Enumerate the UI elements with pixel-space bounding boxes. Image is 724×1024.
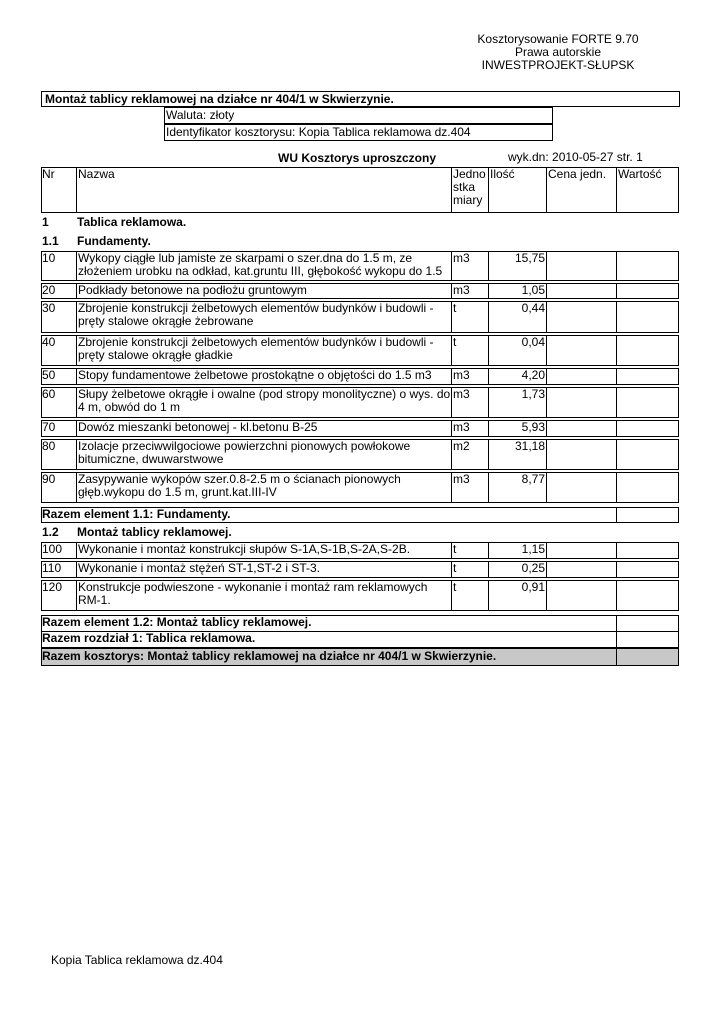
row-unit: t [453, 335, 457, 349]
row-name-line1: Wykopy ciągłe lub jamiste ze skarpami o szer.dna do 1.5 m, ze [78, 251, 413, 265]
row-name-line2: RM-1. [78, 593, 111, 607]
row-quantity: 0,44 [521, 301, 545, 315]
report-title: WU Kosztorys uproszczony [278, 151, 437, 165]
row-name-line1: Zbrojenie konstrukcji żelbetowych elementów budynków i budowli - [78, 335, 434, 349]
row-name-line1: Wykonanie i montaż stężeń ST-1,ST-2 i ST-3. [78, 561, 320, 575]
row-name-line2: głęb.wykopu do 1.5 m, grunt.kat.III-IV [78, 485, 277, 499]
row-quantity: 1,15 [521, 542, 545, 556]
row-nr: 20 [42, 283, 56, 297]
row-quantity: 1,05 [521, 283, 545, 297]
estimate-sum-label: Razem kosztorys: Montaż tablicy reklamowej na działce nr 404/1 w Skwierzynie. [42, 649, 497, 663]
row-quantity: 31,18 [514, 439, 545, 453]
row-name-line1: Słupy żelbetowe okrągłe i owalne (pod stropy monolityczne) o wys. do [78, 387, 451, 401]
subsection-nr: 1.2 [42, 525, 59, 539]
row-nr: 90 [42, 472, 56, 486]
row-unit: m3 [453, 387, 470, 401]
row-name-line2: bitumiczne, dwuwarstwowe [78, 452, 224, 466]
col-ilosc: Ilość [490, 167, 515, 181]
row-quantity: 0,91 [521, 580, 545, 594]
row-unit: t [453, 301, 457, 315]
element-sum-label: Razem element 1.2: Montaż tablicy reklamowej. [42, 615, 312, 629]
row-nr: 10 [42, 251, 56, 265]
footer-document-name: Kopia Tablica reklamowa dz.404 [51, 953, 223, 967]
program-name: Kosztorysowanie FORTE 9.70 [477, 32, 639, 46]
row-nr: 100 [42, 542, 63, 556]
currency-field: Waluta: złoty [164, 107, 553, 124]
row-name-line1: Izolacje przeciwwilgociowe powierzchni pionowych powłokowe [78, 439, 411, 453]
row-name-line2: pręty stalowe okrągłe żebrowane [78, 314, 254, 328]
row-unit: m2 [453, 439, 470, 453]
identifier-field: Identyfikator kosztorysu: Kopia Tablica reklamowa dz.404 [164, 124, 553, 141]
row-name-line2: złożeniem urobku na odkład, kat.gruntu III, głębokość wykopu do 1.5 [78, 264, 443, 278]
chapter-sum-label: Razem rozdział 1: Tablica reklamowa. [42, 631, 256, 645]
row-quantity: 0,25 [521, 561, 545, 575]
row-quantity: 0,04 [521, 335, 545, 349]
col-jm-3: miary [453, 193, 483, 207]
row-unit: m3 [453, 283, 470, 297]
report-date-page: wyk.dn: 2010-05-27 str. 1 [508, 150, 643, 164]
row-nr: 80 [42, 439, 56, 453]
row-nr: 120 [42, 580, 63, 594]
section-nr: 1 [42, 215, 49, 229]
row-unit: t [453, 542, 457, 556]
row-name-line1: Dowóz mieszanki betonowej - kl.betonu B-25 [78, 420, 318, 434]
subsection-nr: 1.1 [42, 234, 59, 248]
row-name-line1: Konstrukcje podwieszone - wykonanie i montaż ram reklamowych [78, 580, 428, 594]
row-name-line2: 4 m, obwód do 1 m [78, 400, 181, 414]
col-nr: Nr [42, 167, 55, 181]
row-unit: m3 [453, 472, 470, 486]
col-cena: Cena jedn. [548, 167, 607, 181]
row-unit: m3 [453, 368, 470, 382]
row-quantity: 15,75 [514, 251, 545, 265]
col-jm-1: Jedno [453, 167, 486, 181]
row-name-line1: Wykonanie i montaż konstrukcji słupów S-1A,S-1B,S-2A,S-2B. [78, 542, 411, 556]
col-jm-2: stka [453, 180, 476, 194]
col-wartosc: Wartość [618, 167, 662, 181]
subsection-name: Fundamenty. [77, 234, 151, 248]
row-nr: 60 [42, 387, 56, 401]
row-unit: m3 [453, 420, 470, 434]
row-quantity: 5,93 [521, 420, 545, 434]
row-name-line1: Stopy fundamentowe żelbetowe prostokątne o objętości do 1.5 m3 [78, 368, 432, 382]
row-name-line1: Podkłady betonowe na podłożu gruntowym [78, 283, 307, 297]
row-quantity: 4,20 [521, 368, 545, 382]
row-unit: m3 [453, 251, 470, 265]
row-name-line1: Zasypywanie wykopów szer.0.8-2.5 m o ścianach pionowych [78, 472, 401, 486]
row-name-line1: Zbrojenie konstrukcji żelbetowych elementów budynków i budowli - [78, 301, 434, 315]
copyright-label: Prawa autorskie [514, 45, 602, 59]
row-unit: t [453, 580, 457, 594]
row-quantity: 8,77 [521, 472, 545, 486]
row-unit: t [453, 561, 457, 575]
col-nazwa: Nazwa [78, 167, 115, 181]
row-nr: 30 [42, 301, 56, 315]
row-nr: 110 [42, 561, 62, 575]
copyright-owner: INWESTPROJEKT-SŁUPSK [481, 58, 635, 72]
row-name-line2: pręty stalowe okrągłe gładkie [78, 348, 233, 362]
row-nr: 70 [42, 420, 56, 434]
program-header [448, 33, 668, 72]
document-title: Montaż tablicy reklamowej na działce nr 404/1 w Skwierzynie. [41, 91, 680, 107]
subsection-name: Montaż tablicy reklamowej. [77, 525, 232, 539]
element-sum-label: Razem element 1.1: Fundamenty. [42, 507, 231, 521]
row-quantity: 1,73 [521, 387, 545, 401]
row-nr: 50 [42, 368, 56, 382]
section-name: Tablica reklamowa. [77, 215, 187, 229]
row-nr: 40 [42, 335, 56, 349]
